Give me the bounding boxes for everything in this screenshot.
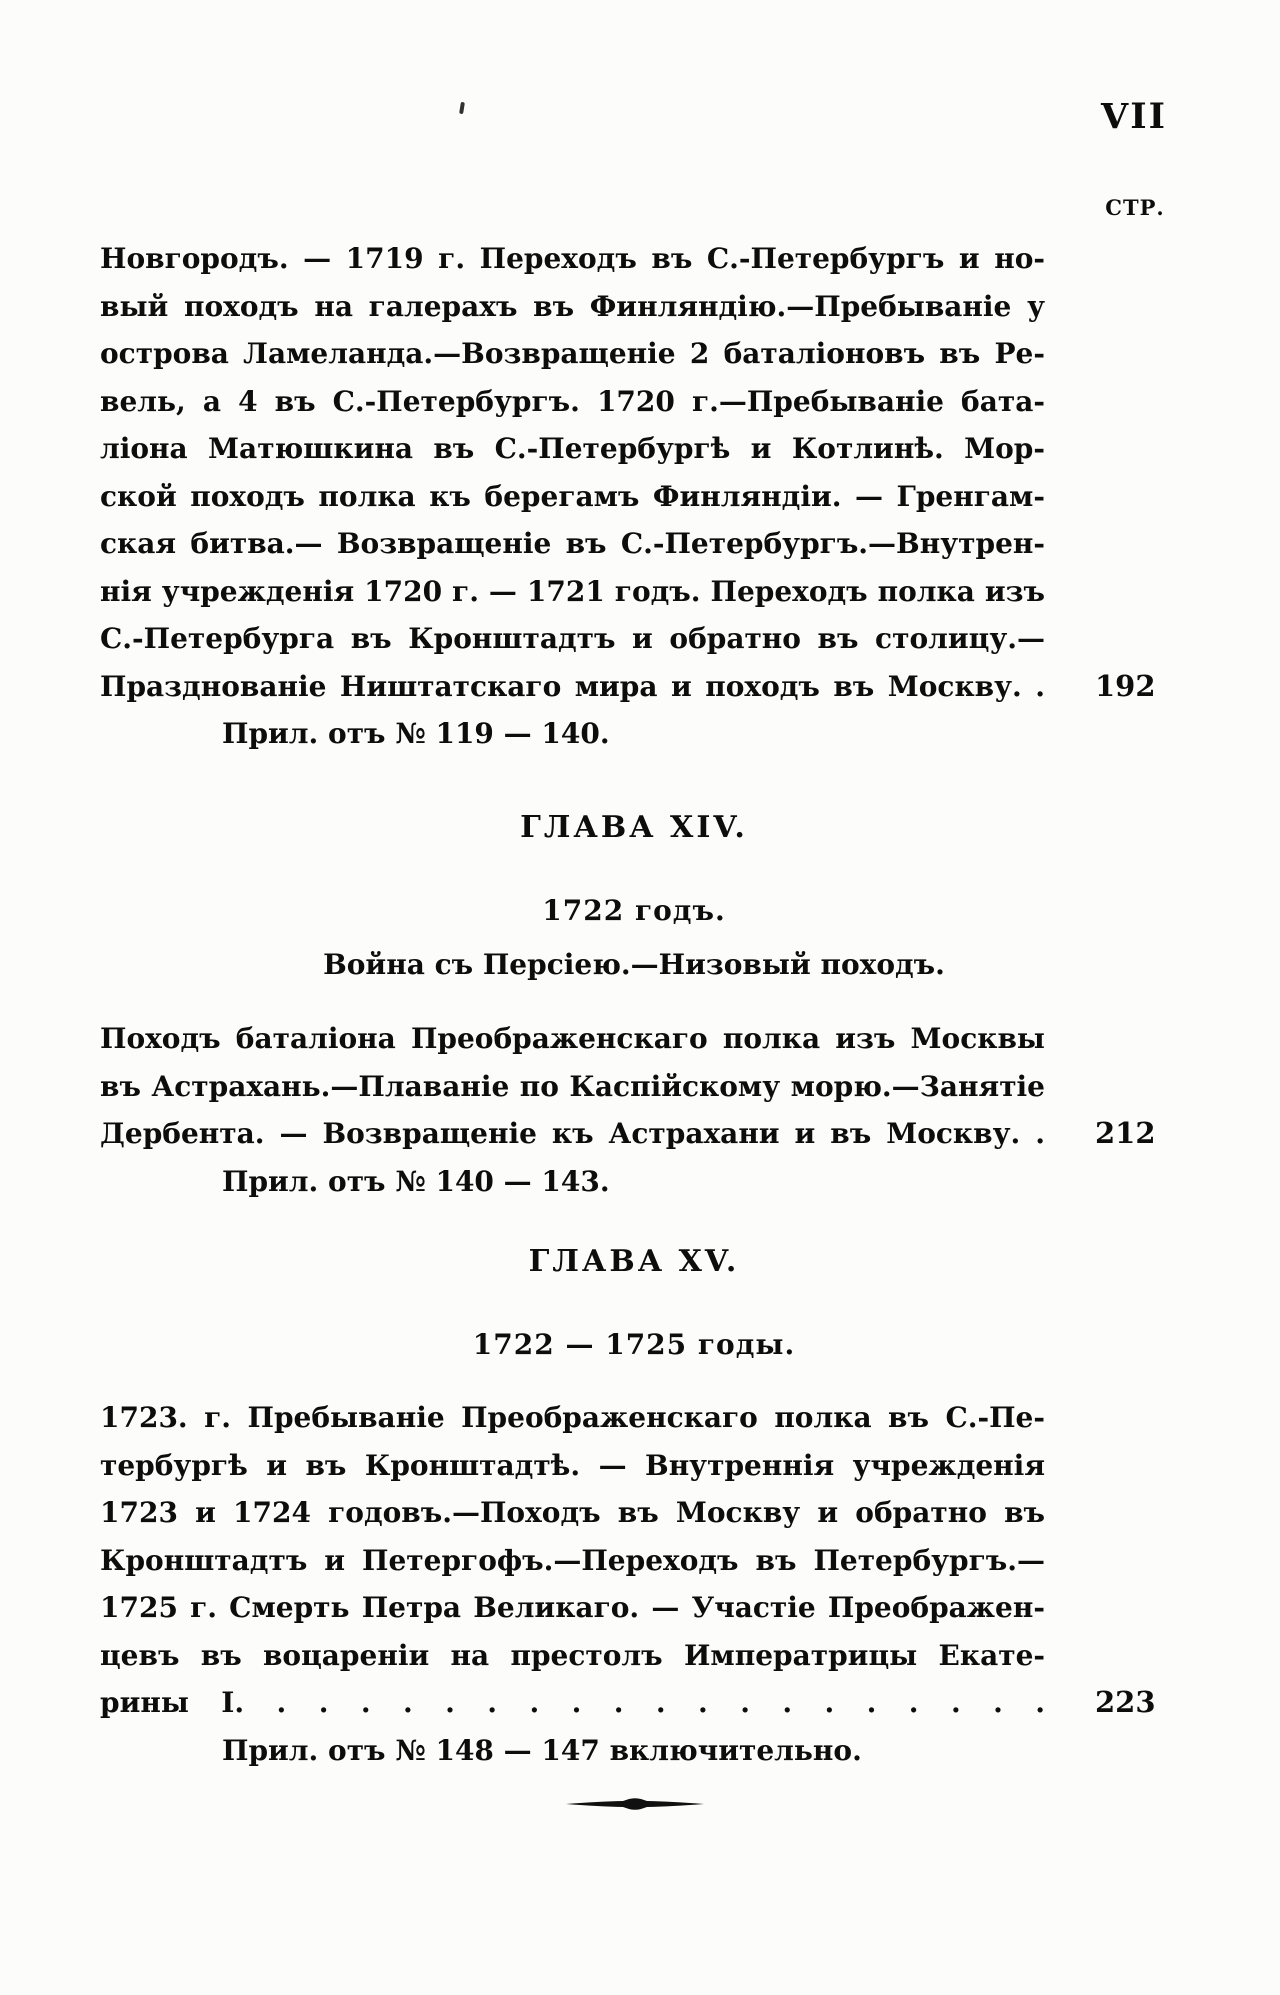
chapter-heading-xv: ГЛАВА XV. [528, 1244, 740, 1279]
toc-line: 1723 и 1724 годовъ.—Походъ въ Москву и обратно въ [100, 1496, 1045, 1529]
toc-line-with-page [100, 1679, 1156, 1727]
toc-line: ліона Матюшкина въ С.-Петербургѣ и Котлинѣ. Мор- [100, 432, 1045, 465]
section-divider-ornament [565, 1796, 705, 1812]
toc-line: острова Ламеланда.—Возвращеніе 2 баталіоновъ въ Ре- [100, 337, 1045, 370]
toc-entry-text: Дербента. — Возвращеніе къ Астрахани и въ Москву. . [100, 1117, 1045, 1150]
toc-entry-3 [100, 1394, 1156, 1774]
appendix-note: Прил. отъ № 148 — 147 включительно. [222, 1733, 862, 1767]
toc-line: ской походъ полка къ берегамъ Финляндіи. — Гренгам- [100, 479, 1045, 513]
toc-page-number: 223 [1095, 1685, 1156, 1719]
chapter-dates-xv: 1722 — 1725 годы. [472, 1328, 796, 1361]
toc-line: Новгородъ. — 1719 г. Переходъ въ С.-Петербургъ и но- [100, 242, 1045, 275]
chapter-heading-xiv: ГЛАВА XIV. [520, 810, 748, 845]
toc-entry-text: Празднованіе Ништатскаго мира и походъ въ Москву. . [100, 669, 1045, 703]
toc-line-with-page [100, 663, 1156, 711]
toc-line: нія учрежденія 1720 г. — 1721 годъ. Переходъ полка изъ [100, 574, 1045, 608]
toc-line: цевъ въ воцареніи на престолъ Императрицы Екате- [100, 1638, 1045, 1672]
toc-page-number: 192 [1095, 668, 1156, 703]
toc-entry-2 [100, 1015, 1156, 1205]
toc-line: 1723. г. Пребываніе Преображенскаго полка въ С.-Пе- [100, 1401, 1045, 1434]
appendix-note: Прил. отъ № 119 — 140. [222, 717, 610, 750]
toc-entry-1 [100, 235, 1156, 758]
toc-entry-text-dot-leader: рины I. . . . . . . . . . . . . . . . . . . . [100, 1686, 1045, 1719]
chapter-dates-xiv: 1722 годъ. [542, 894, 726, 927]
toc-line: въ Астрахань.—Плаваніе по Каспійскому морю.—Занятіе [100, 1069, 1045, 1103]
toc-page-number: 212 [1095, 1116, 1156, 1150]
toc-line: тербургѣ и въ Кронштадтѣ. — Внутреннія учрежденія [100, 1448, 1045, 1482]
toc-line: вый походъ на галерахъ въ Финляндію.—Пребываніе у [100, 289, 1045, 323]
ink-speck [459, 102, 465, 114]
toc-line: С.-Петербурга въ Кронштадтъ и обратно въ столицу.— [100, 622, 1045, 655]
toc-line: 1725 г. Смерть Петра Великаго. — Участіе Преображен- [100, 1591, 1045, 1624]
column-header-str: СТР. [1105, 195, 1165, 220]
divider-rule-icon [565, 1796, 705, 1812]
toc-line: вель, а 4 въ С.-Петербургъ. 1720 г.—Пребываніе бата- [100, 384, 1045, 418]
toc-line: Кронштадтъ и Петергофъ.—Переходъ въ Петербургъ.— [100, 1543, 1045, 1577]
chapter-subtitle-xiv: Война съ Персіею.—Низовый походъ. [323, 948, 945, 981]
toc-line: Походъ баталіона Преображенскаго полка изъ Москвы [100, 1022, 1045, 1055]
toc-line: ская битва.— Возвращеніе въ С.-Петербургъ.—Внутрен- [100, 527, 1045, 560]
appendix-note: Прил. отъ № 140 — 143. [222, 1164, 610, 1198]
toc-line-with-page [100, 1110, 1156, 1158]
folio-page-number: VII [1101, 96, 1167, 137]
